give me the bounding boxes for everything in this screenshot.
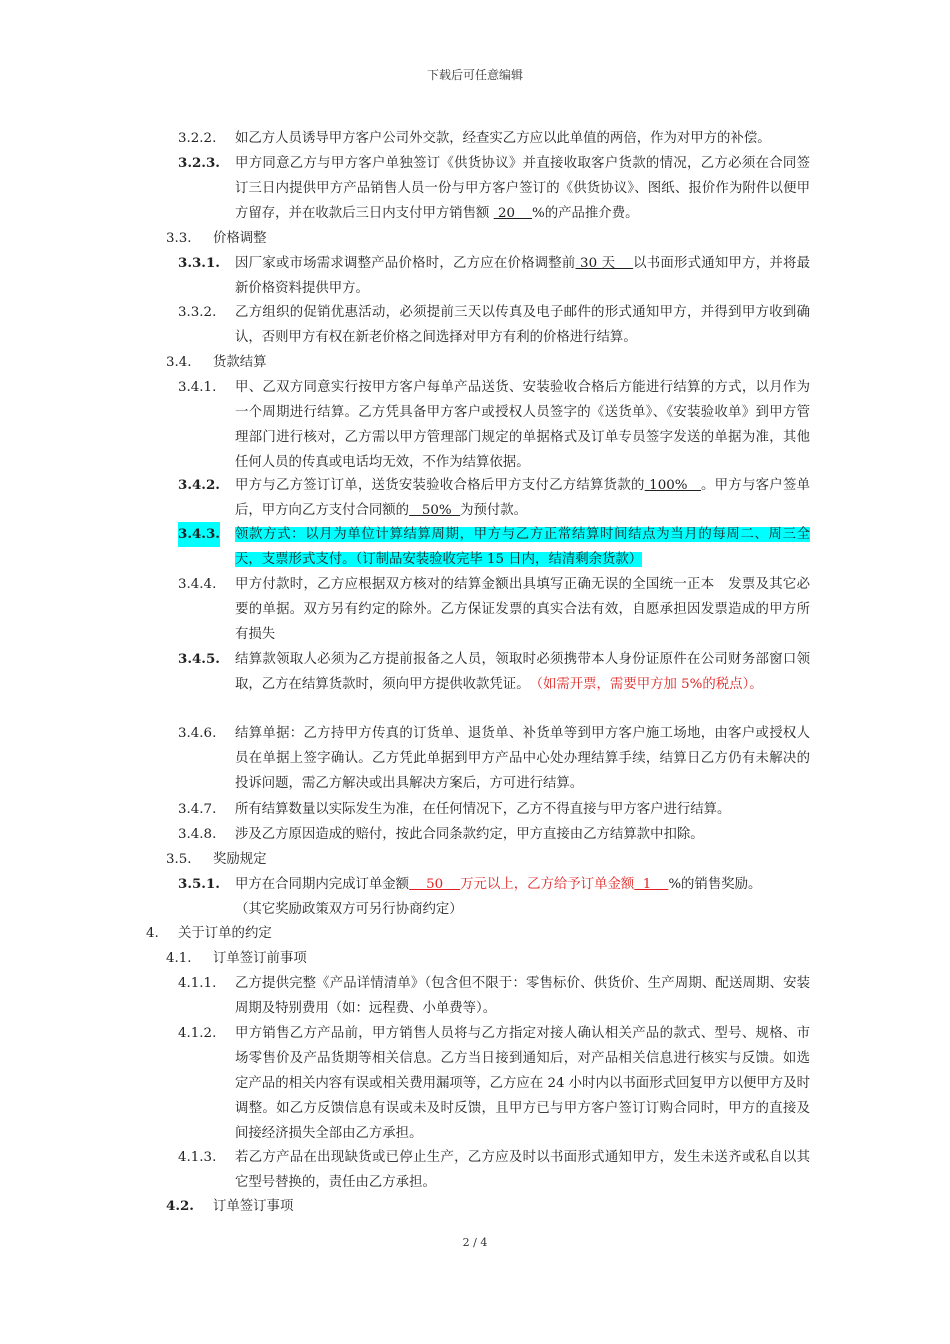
section-number: 3.4. [166,355,192,370]
clause-number: 3.5.1. [178,876,220,892]
payment-percent-value: 100% [644,478,702,493]
fee-percent-value: 20 [493,206,533,221]
prepayment-percent-value: 50% [409,503,461,518]
section-number: 3.3. [166,231,192,246]
clause-text: 因厂家或市场需求调整产品价格时，乙方应在价格调整前 30 天 以书面形式通知甲方，并将最新价格资料提供甲方。 [235,256,811,296]
clause-number: 3.2.2. [178,131,217,146]
clause-number: 3.4.6. [178,726,217,741]
clause-number: 4.1.3. [178,1150,217,1165]
clause-note: （其它奖励政策双方可另行协商约定） [235,902,463,917]
section-title: 奖励规定 [213,852,267,867]
clause-text: 结算单据：乙方持甲方传真的订货单、退货单、补货单等到甲方客户施工场地，由客户或授权人员在单据上签字确认。乙方凭此单据到甲方产品中心处办理结算手续，结算日乙方仍有未解决的投诉问题，需乙方解决或出具解决方案后，方可进行结算。 [235,726,810,791]
section-number: 3.5. [166,852,192,867]
clause-text: 乙方组织的促销优惠活动，必须提前三天以传真及电子邮件的形式通知甲方，并得到甲方收到确认，否则甲方有权在新老价格之间选择对甲方有利的价格进行结算。 [235,305,810,345]
clause-text: 甲方同意乙方与甲方客户单独签订《供货协议》并直接收取客户货款的情况，乙方必须在合同签订三日内提供甲方产品销售人员一份与甲方客户签订的《供货协议》、图纸、报价作为附件以便甲方留存，并在收款后三日内支付甲方销售额 20 %的产品推介费。 [235,156,810,221]
highlighted-text: 领款方式：以月为单位计算结算周期，甲方与乙方正常结算时间结点为当月的每周二、周三全天，支票形式支付。（订制品安装验收完毕 15 日内，结清剩余货款） [235,527,810,567]
clause-number: 3.4.7. [178,802,217,817]
section-title: 订单签订事项 [213,1199,294,1214]
clause-text: 如乙方人员诱导甲方客户公司外交款，经查实乙方应以此单值的两倍，作为对甲方的补偿。 [235,131,771,146]
notice-days-value: 30 天 [575,256,634,271]
clause-number: 3.3.2. [178,305,217,320]
clause-text: 乙方提供完整《产品详情清单》（包含但不限于：零售标价、供货价、生产周期、配送周期、安装周期及特别费用（如：远程费、小单费等）。 [235,976,810,1016]
clause-number: 4.1.1. [178,976,217,991]
clause-text: 涉及乙方原因造成的赔付，按此合同条款约定，甲方直接由乙方结算款中扣除。 [235,827,704,842]
clause-number: 3.4.2. [178,477,220,493]
clause-number: 3.4.5. [178,651,220,667]
tax-note: （如需开票，需要甲方加 5%的税点）。 [522,677,763,692]
section-number: 4. [146,926,159,941]
clause-number: 3.2.3. [178,155,220,171]
section-title: 价格调整 [213,231,267,246]
clause-text: 甲方与乙方签订订单，送货安装验收合格后甲方支付乙方结算货款的 100% 。甲方与客户签单后，甲方向乙方支付合同额的 50% 为预付款。 [235,478,811,518]
clause-number: 3.4.1. [178,380,217,395]
section-title: 货款结算 [213,355,267,370]
section-title: 关于订单的约定 [178,926,272,941]
section-title: 订单签订前事项 [213,951,307,966]
section-number: 4.1. [166,951,192,966]
clause-text: 甲方销售乙方产品前，甲方销售人员将与乙方指定对接人确认相关产品的款式、型号、规格、市场零售价及产品货期等相关信息。乙方当日接到通知后，对产品相关信息进行核实与反馈。如选定产品的相关内容有误或相关费用漏项等，乙方应在 24 小时内以书面形式回复甲方以便甲方及时调整。如乙方反馈信息有误或未及时反馈，且甲方已与甲方客户签订订购合同时，甲方的直接及间接经济损失全部由乙方承担。 [235,1026,810,1141]
clause-number: 3.4.4. [178,577,217,592]
clause-number: 3.4.8. [178,827,217,842]
page-header: 下载后可任意编辑 [426,68,523,82]
clause-text: 甲方付款时，乙方应根据双方核对的结算金额出具填写正确无误的全国统一正本 发票及其它必要的单据。双方另有约定的除外。乙方保证发票的真实合法有效，自愿承担因发票造成的甲方所有损失 [235,577,810,642]
section-number: 4.2. [166,1198,194,1214]
reward-percent-value: 1 [634,877,669,892]
clause-text: 所有结算数量以实际发生为准，在任何情况下，乙方不得直接与甲方客户进行结算。 [235,802,731,817]
clause-text: 若乙方产品在出现缺货或已停止生产，乙方应及时以书面形式通知甲方，发生未送齐或私自以其它型号替换的，责任由乙方承担。 [235,1150,810,1190]
clause-text: 甲、乙双方同意实行按甲方客户每单产品送货、安装验收合格后方能进行结算的方式，以月作为一个周期进行结算。乙方凭具备甲方客户或授权人员签字的《送货单》、《安装验收单》到甲方管理部门进行核对，乙方需以甲方管理部门规定的单据格式及订单专员签字发送的单据为准，其他任何人员的传真或电话均无效，不作为结算依据。 [235,380,810,470]
clause-number: 3.3.1. [178,255,220,271]
clause-text: 结算款领取人必须为乙方提前报备之人员，领取时必须携带本人身份证原件在公司财务部窗口领取，乙方在结算货款时，须向甲方提供收款凭证。 （如需开票，需要甲方加 5%的税点）。 [235,652,810,692]
clause-text: 甲方在合同期内完成订单金额 50 万元以上，乙方给予订单金额 1 %的销售奖励。 （其它奖励政策双方可另行协商约定） [235,877,762,917]
page-number: 2 / 4 [462,1236,488,1249]
order-amount-value: 50 [409,877,461,892]
clause-text [235,522,810,572]
clause-number: 3.4.3. [178,522,220,547]
clause-number: 4.1.2. [178,1026,217,1041]
